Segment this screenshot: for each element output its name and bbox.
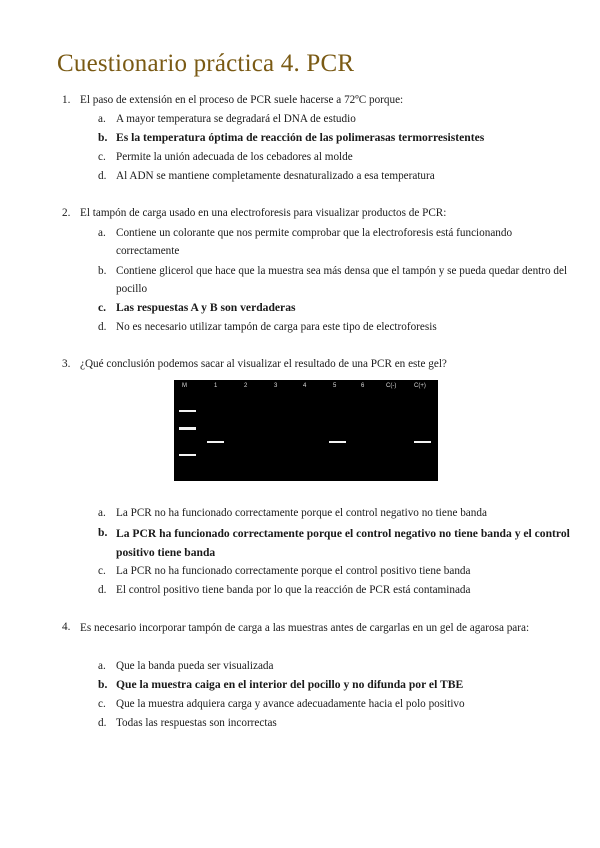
gel-lane-label: 3 <box>274 383 278 389</box>
gel-band-marker <box>179 454 196 456</box>
gel-band-marker <box>179 410 196 412</box>
option-text: El control positivo tiene banda por lo que la reacción de PCR está contaminada <box>116 584 471 596</box>
gel-lane-label: 6 <box>361 383 365 389</box>
question-text: ¿Qué conclusión podemos sacar al visualizar el resultado de una PCR en este gel? <box>80 358 447 370</box>
option-text: Permite la unión adecuada de los cebadores al molde <box>116 151 353 163</box>
option-letter: b. <box>98 678 108 691</box>
gel-band-lane-1 <box>207 441 224 443</box>
option-text: Contiene glicerol que hace que la muestra sea más densa que el tampón y se pueda quedar dentro del pocillo <box>116 265 568 295</box>
question-text: El tampón de carga usado en una electroforesis para visualizar productos de PCR: <box>80 207 447 219</box>
option-text: Las respuestas A y B son verdaderas <box>116 301 296 314</box>
question-number: 3. <box>62 358 71 370</box>
option-letter: a. <box>98 660 106 672</box>
option-letter: d. <box>98 717 107 729</box>
option-letter: c. <box>98 151 106 163</box>
question-number: 1. <box>62 94 71 106</box>
question-number: 4. <box>62 621 71 633</box>
gel-lane-label: 1 <box>214 383 218 389</box>
gel-lane-label: M <box>182 383 187 389</box>
option-text: Contiene un colorante que nos permite comprobar que la electroforesis está funcionando correctamente <box>116 227 513 257</box>
option-text: La PCR no ha funcionado correctamente porque el control negativo no tiene banda <box>116 507 487 519</box>
gel-band-marker <box>179 427 196 430</box>
gel-lane-label: C(-) <box>386 383 397 389</box>
option-letter: b. <box>98 526 108 539</box>
question-number: 2. <box>62 207 71 219</box>
gel-lane-label: 5 <box>333 383 337 389</box>
option-text: No es necesario utilizar tampón de carga para este tipo de electroforesis <box>116 321 437 333</box>
option-letter: b. <box>98 131 108 144</box>
option-text: La PCR no ha funcionado correctamente porque el control positivo tiene banda <box>116 565 471 577</box>
option-text: Que la banda pueda ser visualizada <box>116 660 274 672</box>
option-letter: d. <box>98 170 107 182</box>
question-text: El paso de extensión en el proceso de PCR suele hacerse a 72ºC porque: <box>80 94 404 106</box>
gel-lane-label: 2 <box>244 383 248 389</box>
option-letter: a. <box>98 113 106 125</box>
option-text: La PCR ha funcionado correctamente porque el control negativo no tiene banda y el control positivo tiene banda <box>116 527 570 559</box>
option-text: Que la muestra adquiera carga y avance adecuadamente hacia el polo positivo <box>116 698 465 710</box>
option-letter: a. <box>98 227 106 239</box>
agarose-gel-image <box>174 380 438 481</box>
option-text: A mayor temperatura se degradará el DNA de estudio <box>116 113 356 125</box>
gel-lane-label: C(+) <box>414 383 426 389</box>
option-letter: d. <box>98 584 107 596</box>
option-text: Que la muestra caiga en el interior del pocillo y no difunda por el TBE <box>116 678 464 691</box>
option-letter: b. <box>98 265 107 277</box>
option-text: Es la temperatura óptima de reacción de las polimerasas termorresistentes <box>116 131 485 144</box>
gel-band-lane-5 <box>329 441 346 443</box>
question-text: Es necesario incorporar tampón de carga a las muestras antes de cargarlas en un gel de agarosa para: <box>80 622 530 634</box>
option-letter: c. <box>98 698 106 710</box>
option-letter: c. <box>98 301 107 314</box>
option-letter: d. <box>98 321 107 333</box>
option-text: Todas las respuestas son incorrectas <box>116 717 277 729</box>
option-letter: a. <box>98 507 106 519</box>
option-letter: c. <box>98 565 106 577</box>
page-title: Cuestionario práctica 4. PCR <box>57 50 355 77</box>
gel-lane-label: 4 <box>303 383 307 389</box>
option-text: Al ADN se mantiene completamente desnaturalizado a esa temperatura <box>116 170 435 182</box>
gel-band-positive-control <box>414 441 431 443</box>
